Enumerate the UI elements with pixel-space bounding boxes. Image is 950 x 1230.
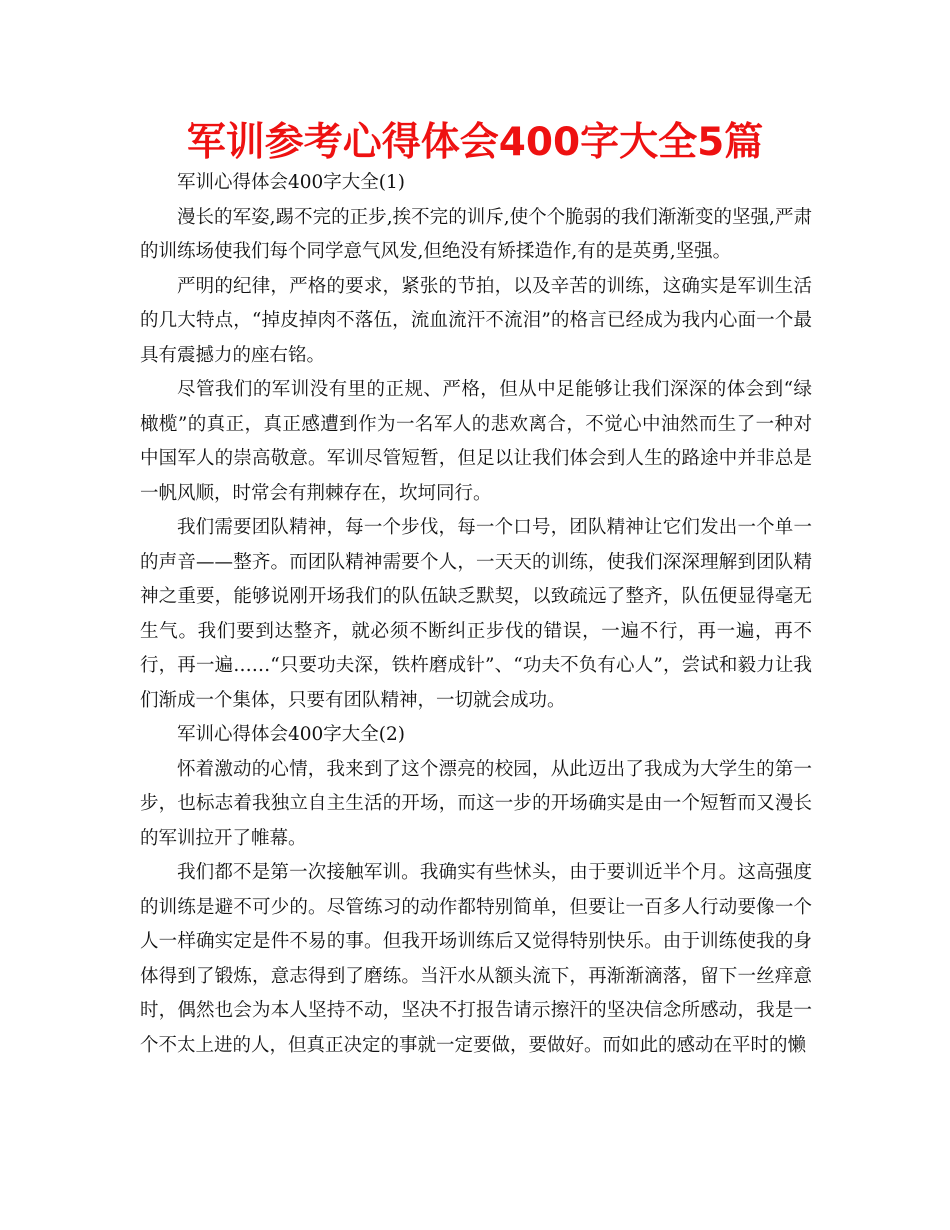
paragraph: 严明的纪律，严格的要求，紧张的节拍，以及辛苦的训练，这确实是军训生活的几大特点，“掉皮掉肉不落伍，流血流汗不流泪”的格言已经成为我内心面一个最具有震撼力的座右铭。 [140,275,812,366]
paragraph: 怀着激动的心情，我来到了这个漂亮的校园，从此迈出了我成为大学生的第一步，也标志着我独立自主生活的开场，而这一步的开场确实是由一个短暂而又漫长的军训拉开了帷幕。 [140,758,812,849]
paragraph: 漫长的军姿,踢不完的正步,挨不完的训斥,使个个脆弱的我们渐渐变的坚强,严肃的训练场使我们每个同学意气风发,但绝没有矫揉造作,有的是英勇,坚强。 [140,206,812,262]
paragraph: 我们需要团队精神，每一个步伐，每一个口号，团队精神让它们发出一个单一的声音——整齐。而团队精神需要个人，一天天的训练，使我们深深理解到团队精神之重要，能够说刚开场我们的队伍缺乏默契，以致疏远了整齐，队伍便显得毫无生气。我们要到达整齐，就必须不断纠正步伐的错误，一遍不行，再一遍，再不行，再一遍……“只要功夫深，铁杵磨成针”、“功夫不负有心人”，尝试和毅力让我们渐成一个集体，只要有团队精神，一切就会成功。 [140,517,812,711]
paragraph: 尽管我们的军训没有里的正规、严格，但从中足能够让我们深深的体会到“绿橄榄”的真正，真正感遭到作为一名军人的悲欢离合，不觉心中油然而生了一种对中国军人的崇高敬意。军训尽管短暂，但足以让我们体会到人生的路途中并非总是一帆风顺，时常会有荆棘存在，坎坷同行。 [140,379,812,504]
document-title: 军训参考心得体会400字大全5篇 [186,120,764,165]
paragraph: 我们都不是第一次接触军训。我确实有些怵头，由于要训近半个月。这高强度的训练是避不可少的。尽管练习的动作都特别简单，但要让一百多人行动要像一个人一样确实定是件不易的事。但我开场训练后又觉得特别快乐。由于训练使我的身体得到了锻炼，意志得到了磨练。当汗水从额头流下，再渐渐滴落，留下一丝痒意时，偶然也会为本人坚持不动，坚决不打报告请示擦汗的坚决信念所感动，我是一个不太上进的人，但真正决定的事就一定要做，要做好。而如此的感动在平时的懒 [140,862,812,1056]
section-heading-2: 军训心得体会400字大全(2) [177,724,406,745]
section-heading-1: 军训心得体会400字大全(1) [177,172,406,193]
document-body [140,166,812,1063]
